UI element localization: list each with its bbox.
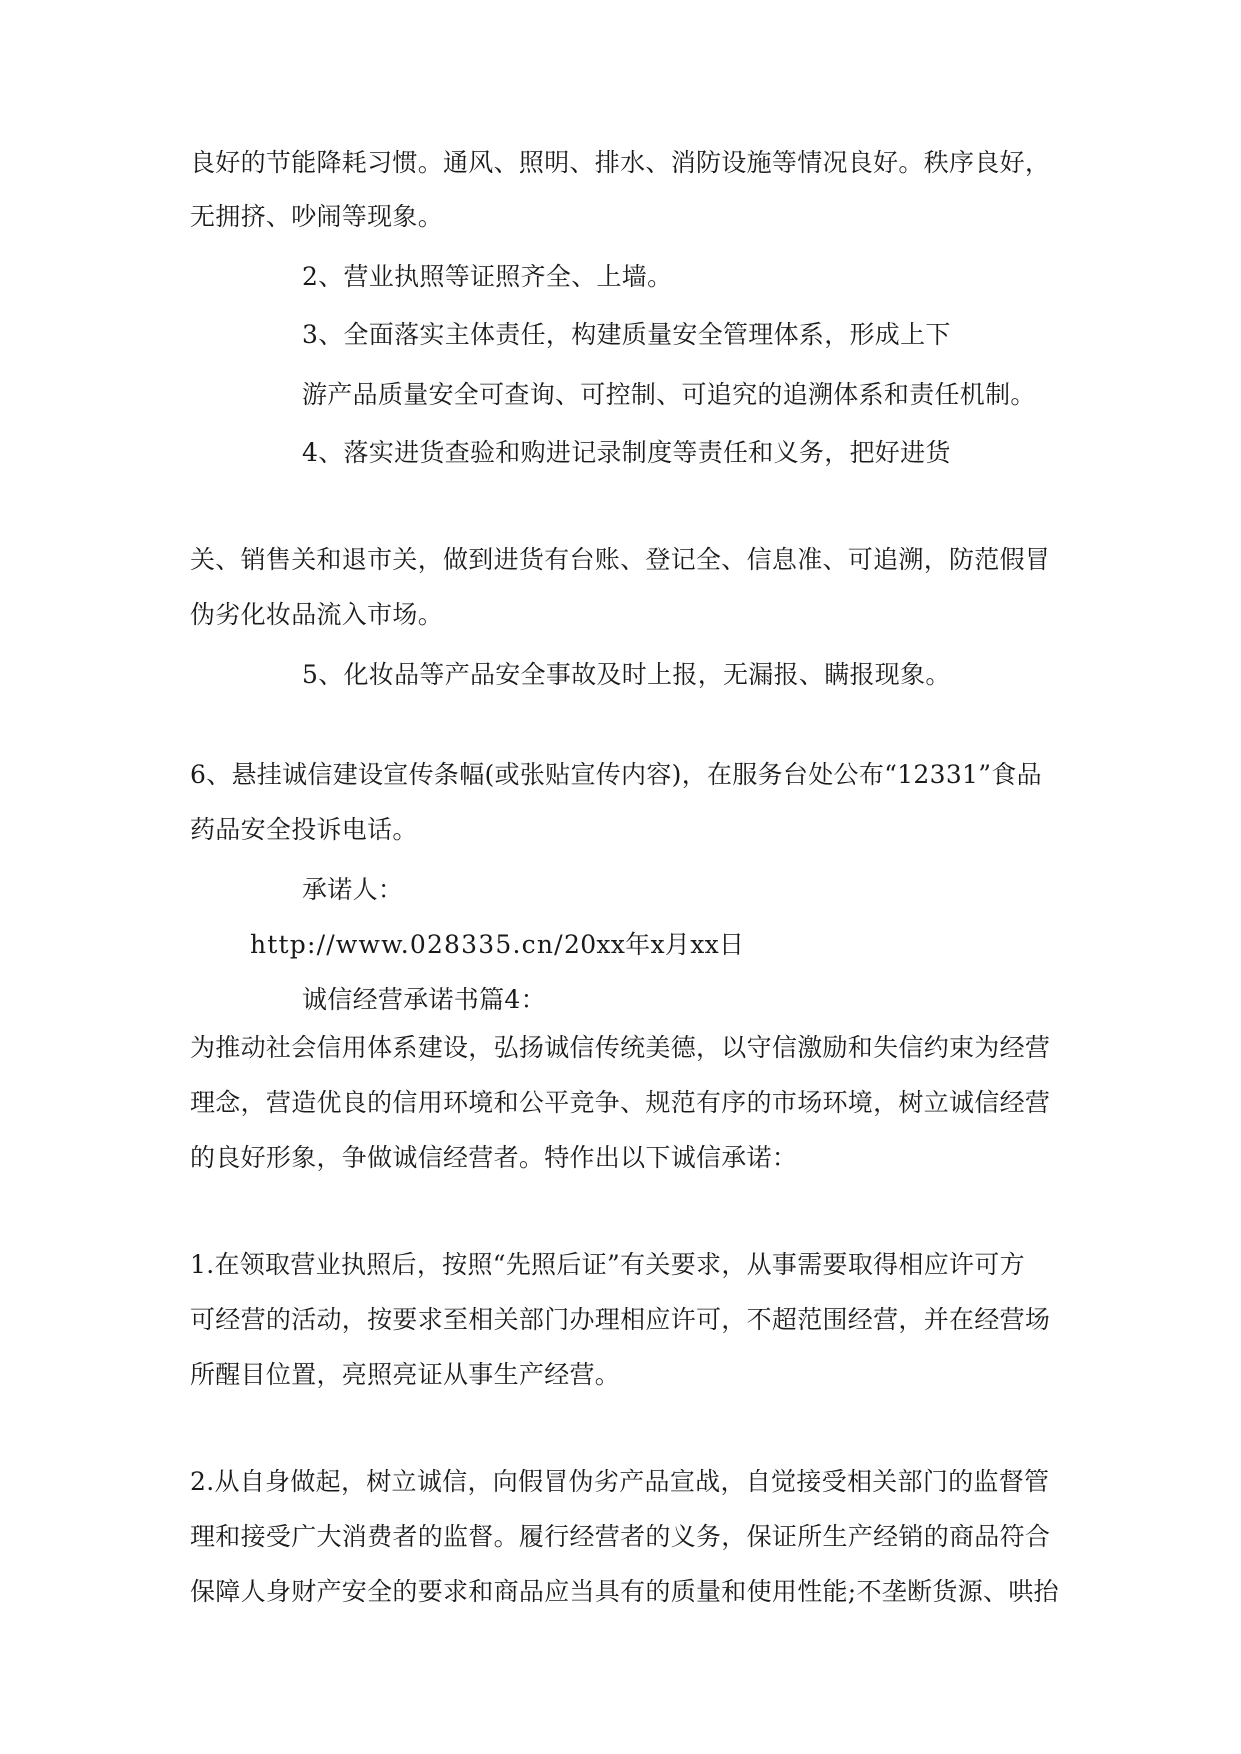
signer-label: 承诺人： <box>302 875 404 904</box>
paragraph-line: 可经营的活动，按要求至相关部门办理相应许可，不超范围经营，并在经营场 <box>190 1305 1051 1334</box>
paragraph-line: 游产品质量安全可查询、可控制、可追究的追溯体系和责任机制。 <box>302 380 1036 409</box>
paragraph-line: 伪劣化妆品流入市场。 <box>190 600 444 629</box>
paragraph-line: 保障人身财产安全的要求和商品应当具有的质量和使用性能;不垄断货源、哄抬 <box>190 1577 1059 1606</box>
date-text: 20xx年x月xx日 <box>564 930 745 959</box>
paragraph-line: 理和接受广大消费者的监督。履行经营者的义务，保证所生产经销的商品符合 <box>190 1522 1051 1551</box>
paragraph-line: 药品安全投诉电话。 <box>190 815 418 844</box>
paragraph-line: 为推动社会信用体系建设，弘扬诚信传统美德，以守信激励和失信约束为经营 <box>190 1033 1051 1062</box>
list-item: 2、营业执照等证照齐全、上墙。 <box>302 262 673 291</box>
section-heading: 诚信经营承诺书篇4： <box>302 985 546 1014</box>
list-item: 4、落实进货查验和购进记录制度等责任和义务，把好进货 <box>302 438 951 467</box>
paragraph-line: 所醒目位置，亮照亮证从事生产经营。 <box>190 1360 621 1389</box>
list-item: 2.从自身做起，树立诚信，向假冒伪劣产品宣战，自觉接受相关部门的监督管 <box>190 1467 1050 1496</box>
list-item: 1.在领取营业执照后，按照“先照后证”有关要求，从事需要取得相应许可方 <box>190 1250 1025 1279</box>
paragraph-line: 关、销售关和退市关，做到进货有台账、登记全、信息准、可追溯，防范假冒 <box>190 545 1051 574</box>
paragraph-line: 良好的节能降耗习惯。通风、照明、排水、消防设施等情况良好。秩序良好， <box>190 148 1051 177</box>
list-item: 3、全面落实主体责任，构建质量安全管理体系，形成上下 <box>302 320 951 349</box>
website-url: http://www.028335.cn/ <box>250 930 564 959</box>
list-item: 6、悬挂诚信建设宣传条幅(或张贴宣传内容)，在服务台处公布“12331”食品 <box>190 760 1042 789</box>
paragraph-line: 的良好形象，争做诚信经营者。特作出以下诚信承诺： <box>190 1143 798 1172</box>
paragraph-line: 理念，营造优良的信用环境和公平竞争、规范有序的市场环境，树立诚信经营 <box>190 1088 1051 1117</box>
list-item: 5、化妆品等产品安全事故及时上报，无漏报、瞒报现象。 <box>302 660 951 689</box>
paragraph-line: 无拥挤、吵闹等现象。 <box>190 202 444 231</box>
